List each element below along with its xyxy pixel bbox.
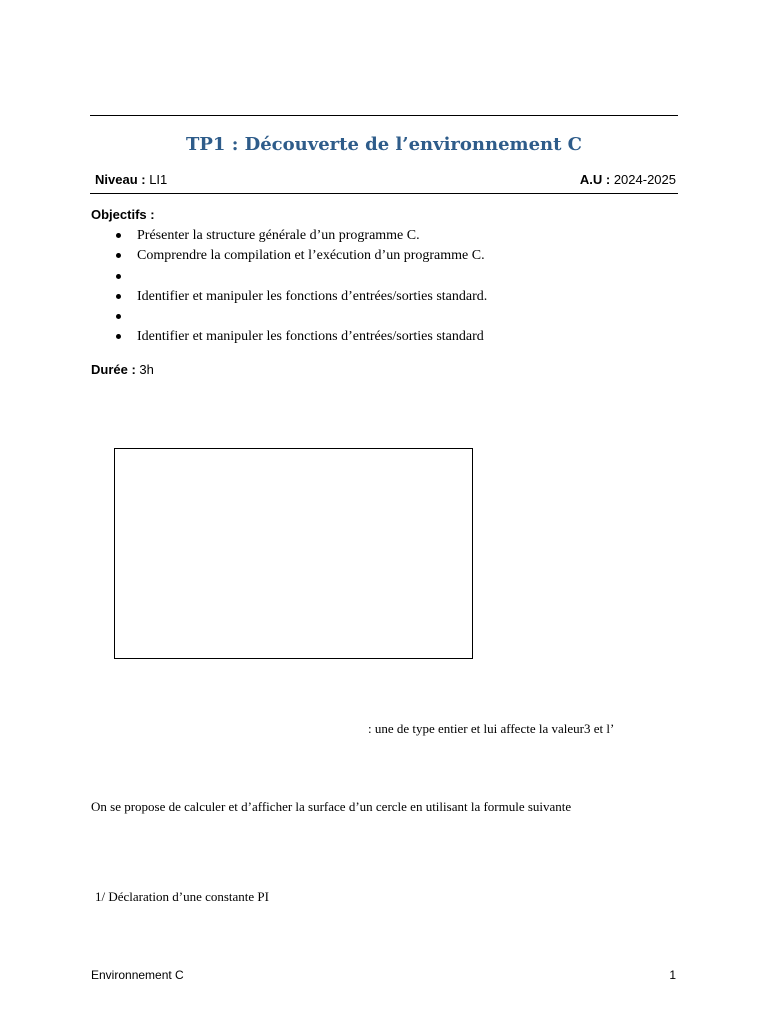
list-item: Identifier et manipuler les fonctions d’entrées/sorties standard.	[137, 287, 487, 307]
au-field	[580, 171, 676, 189]
step-heading: 1/ Déclaration d’une constante PI	[95, 889, 269, 904]
niveau-field	[95, 171, 167, 189]
empty-frame	[114, 448, 473, 659]
niveau-label: Niveau :	[95, 172, 146, 187]
objectifs-heading: Objectifs :	[91, 207, 155, 222]
intro-paragraph: On se propose de calculer et d’afficher la surface d’un cercle en utilisant la formule suivante	[91, 799, 572, 814]
duree-value: 3h	[139, 362, 154, 377]
page-title: TP1 : Découverte de l’environnement C	[185, 134, 583, 155]
au-label: A.U :	[579, 172, 611, 187]
list-item: Identifier et manipuler les fonctions d’entrées/sorties standard	[137, 327, 487, 347]
duree-field	[91, 361, 154, 379]
page-number: 1	[669, 968, 676, 982]
list-item: Comprendre la compilation et l’exécution d’un programme C.	[137, 246, 487, 266]
header-rule	[90, 193, 678, 194]
au-value: 2024-2025	[613, 172, 676, 187]
list-item	[137, 267, 487, 287]
top-rule	[90, 115, 678, 116]
duree-label: Durée :	[91, 362, 136, 377]
list-item	[137, 307, 487, 327]
fragment-text: : une de type entier et lui affecte la valeur3 et l’	[368, 721, 615, 736]
list-item: Présenter la structure générale d’un programme C.	[137, 226, 487, 246]
niveau-value: LI1	[149, 172, 168, 187]
objectifs-list	[137, 226, 487, 348]
footer-title: Environnement C	[91, 968, 184, 982]
